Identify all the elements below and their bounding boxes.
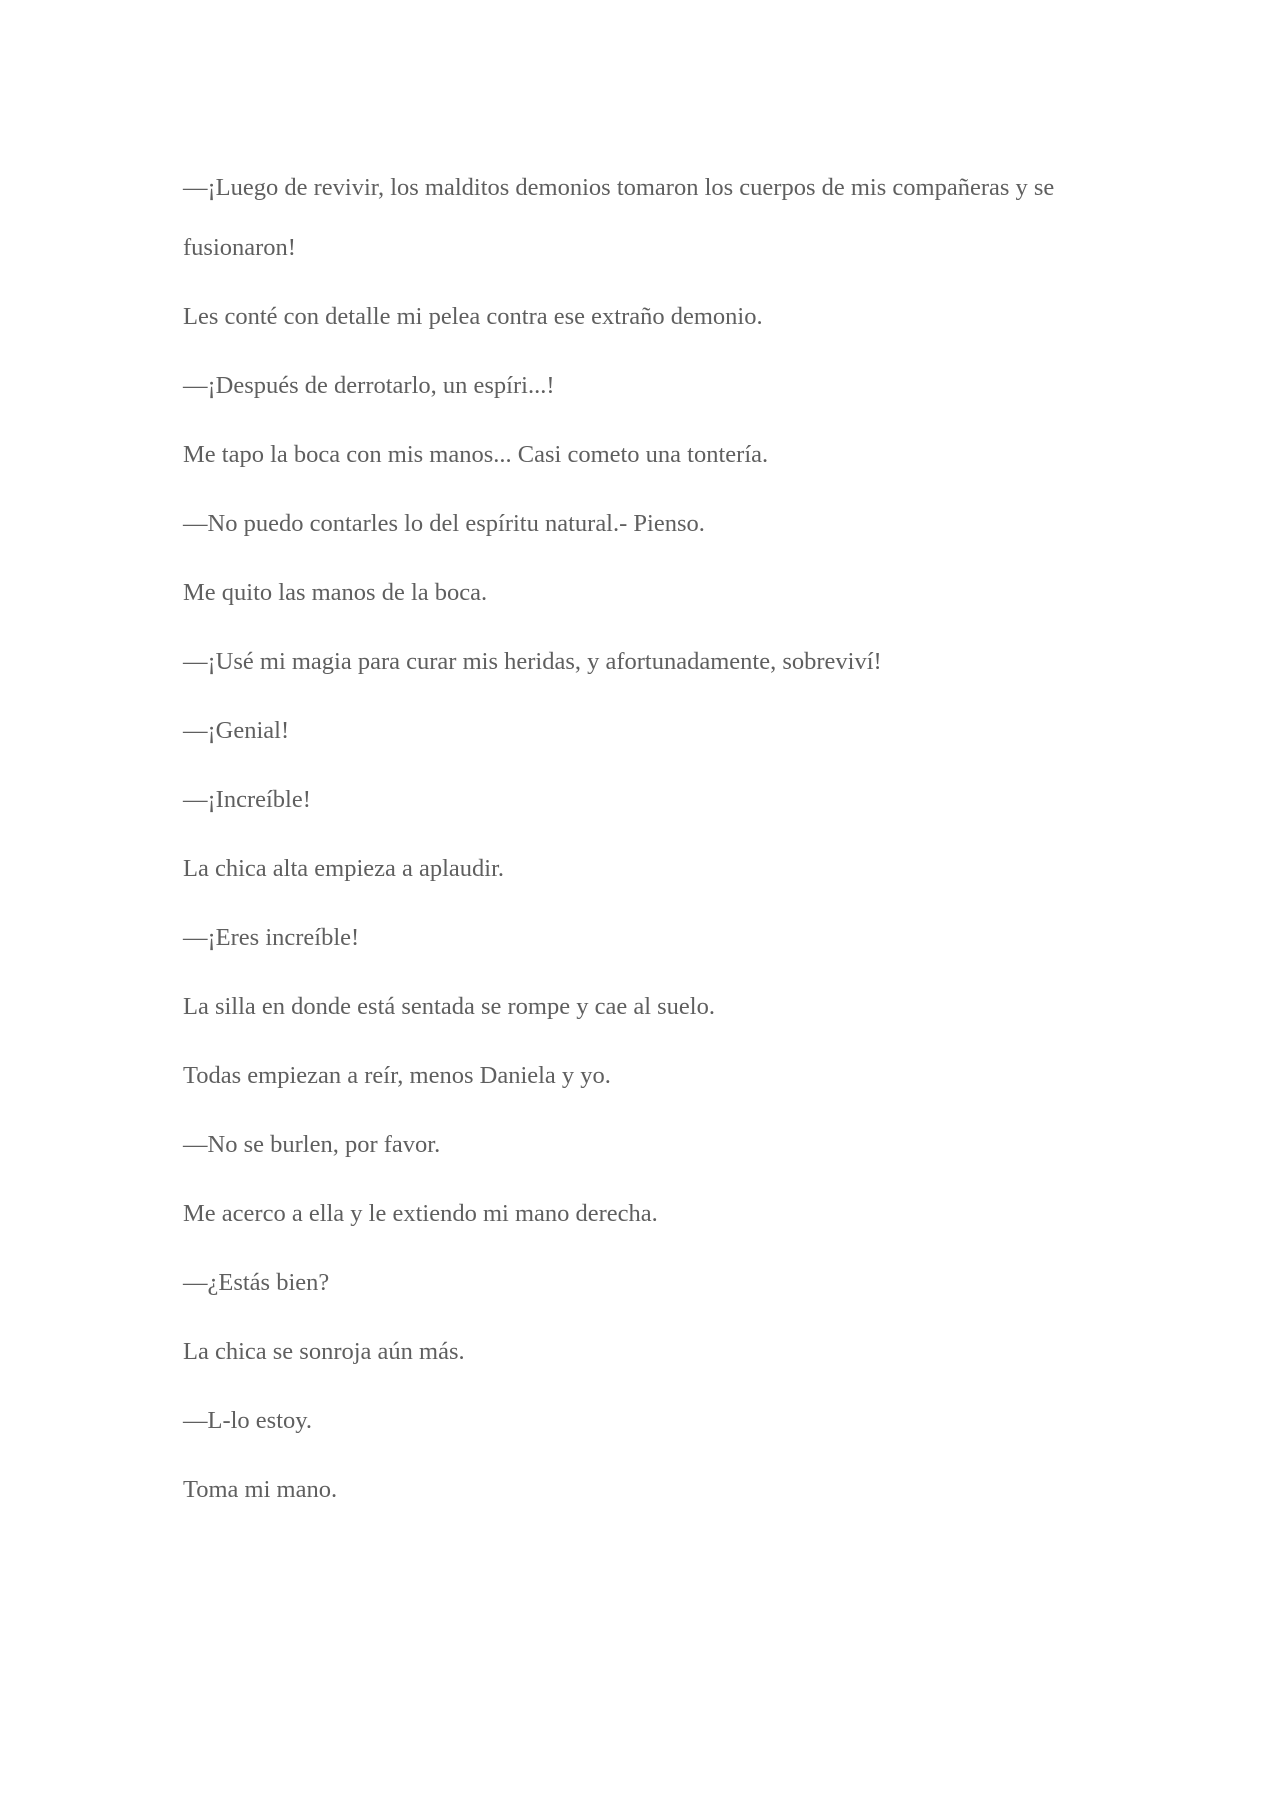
paragraph: —¿Estás bien? [183, 1269, 330, 1296]
paragraph: —¡Después de derrotarlo, un espíri...! [183, 372, 555, 399]
paragraph: Me acerco a ella y le extiendo mi mano derecha. [183, 1200, 658, 1227]
paragraph: La chica alta empieza a aplaudir. [183, 855, 505, 882]
paragraph: —No se burlen, por favor. [183, 1131, 441, 1158]
paragraph: —L-lo estoy. [183, 1407, 313, 1434]
paragraph: La chica se sonroja aún más. [183, 1338, 465, 1365]
paragraph: Me tapo la boca con mis manos... Casi cometo una tontería. [183, 441, 769, 468]
paragraph: —No puedo contarles lo del espíritu natural.- Pienso. [183, 510, 705, 537]
paragraph: Todas empiezan a reír, menos Daniela y yo. [183, 1062, 611, 1089]
document-body [183, 176, 1103, 1547]
paragraph: —¡Eres increíble! [183, 924, 360, 951]
paragraph: —¡Increíble! [183, 786, 311, 813]
paragraph: —¡Usé mi magia para curar mis heridas, y afortunadamente, sobreviví! [183, 648, 882, 675]
paragraph: Me quito las manos de la boca. [183, 579, 488, 606]
paragraph: La silla en donde está sentada se rompe y cae al suelo. [183, 993, 715, 1020]
paragraph: Toma mi mano. [183, 1476, 338, 1503]
paragraph: Les conté con detalle mi pelea contra ese extraño demonio. [183, 303, 763, 330]
paragraph: —¡Genial! [183, 717, 290, 744]
paragraph: —¡Luego de revivir, los malditos demonios tomaron los cuerpos de mis compañeras y se fusionaron! [183, 174, 1055, 261]
